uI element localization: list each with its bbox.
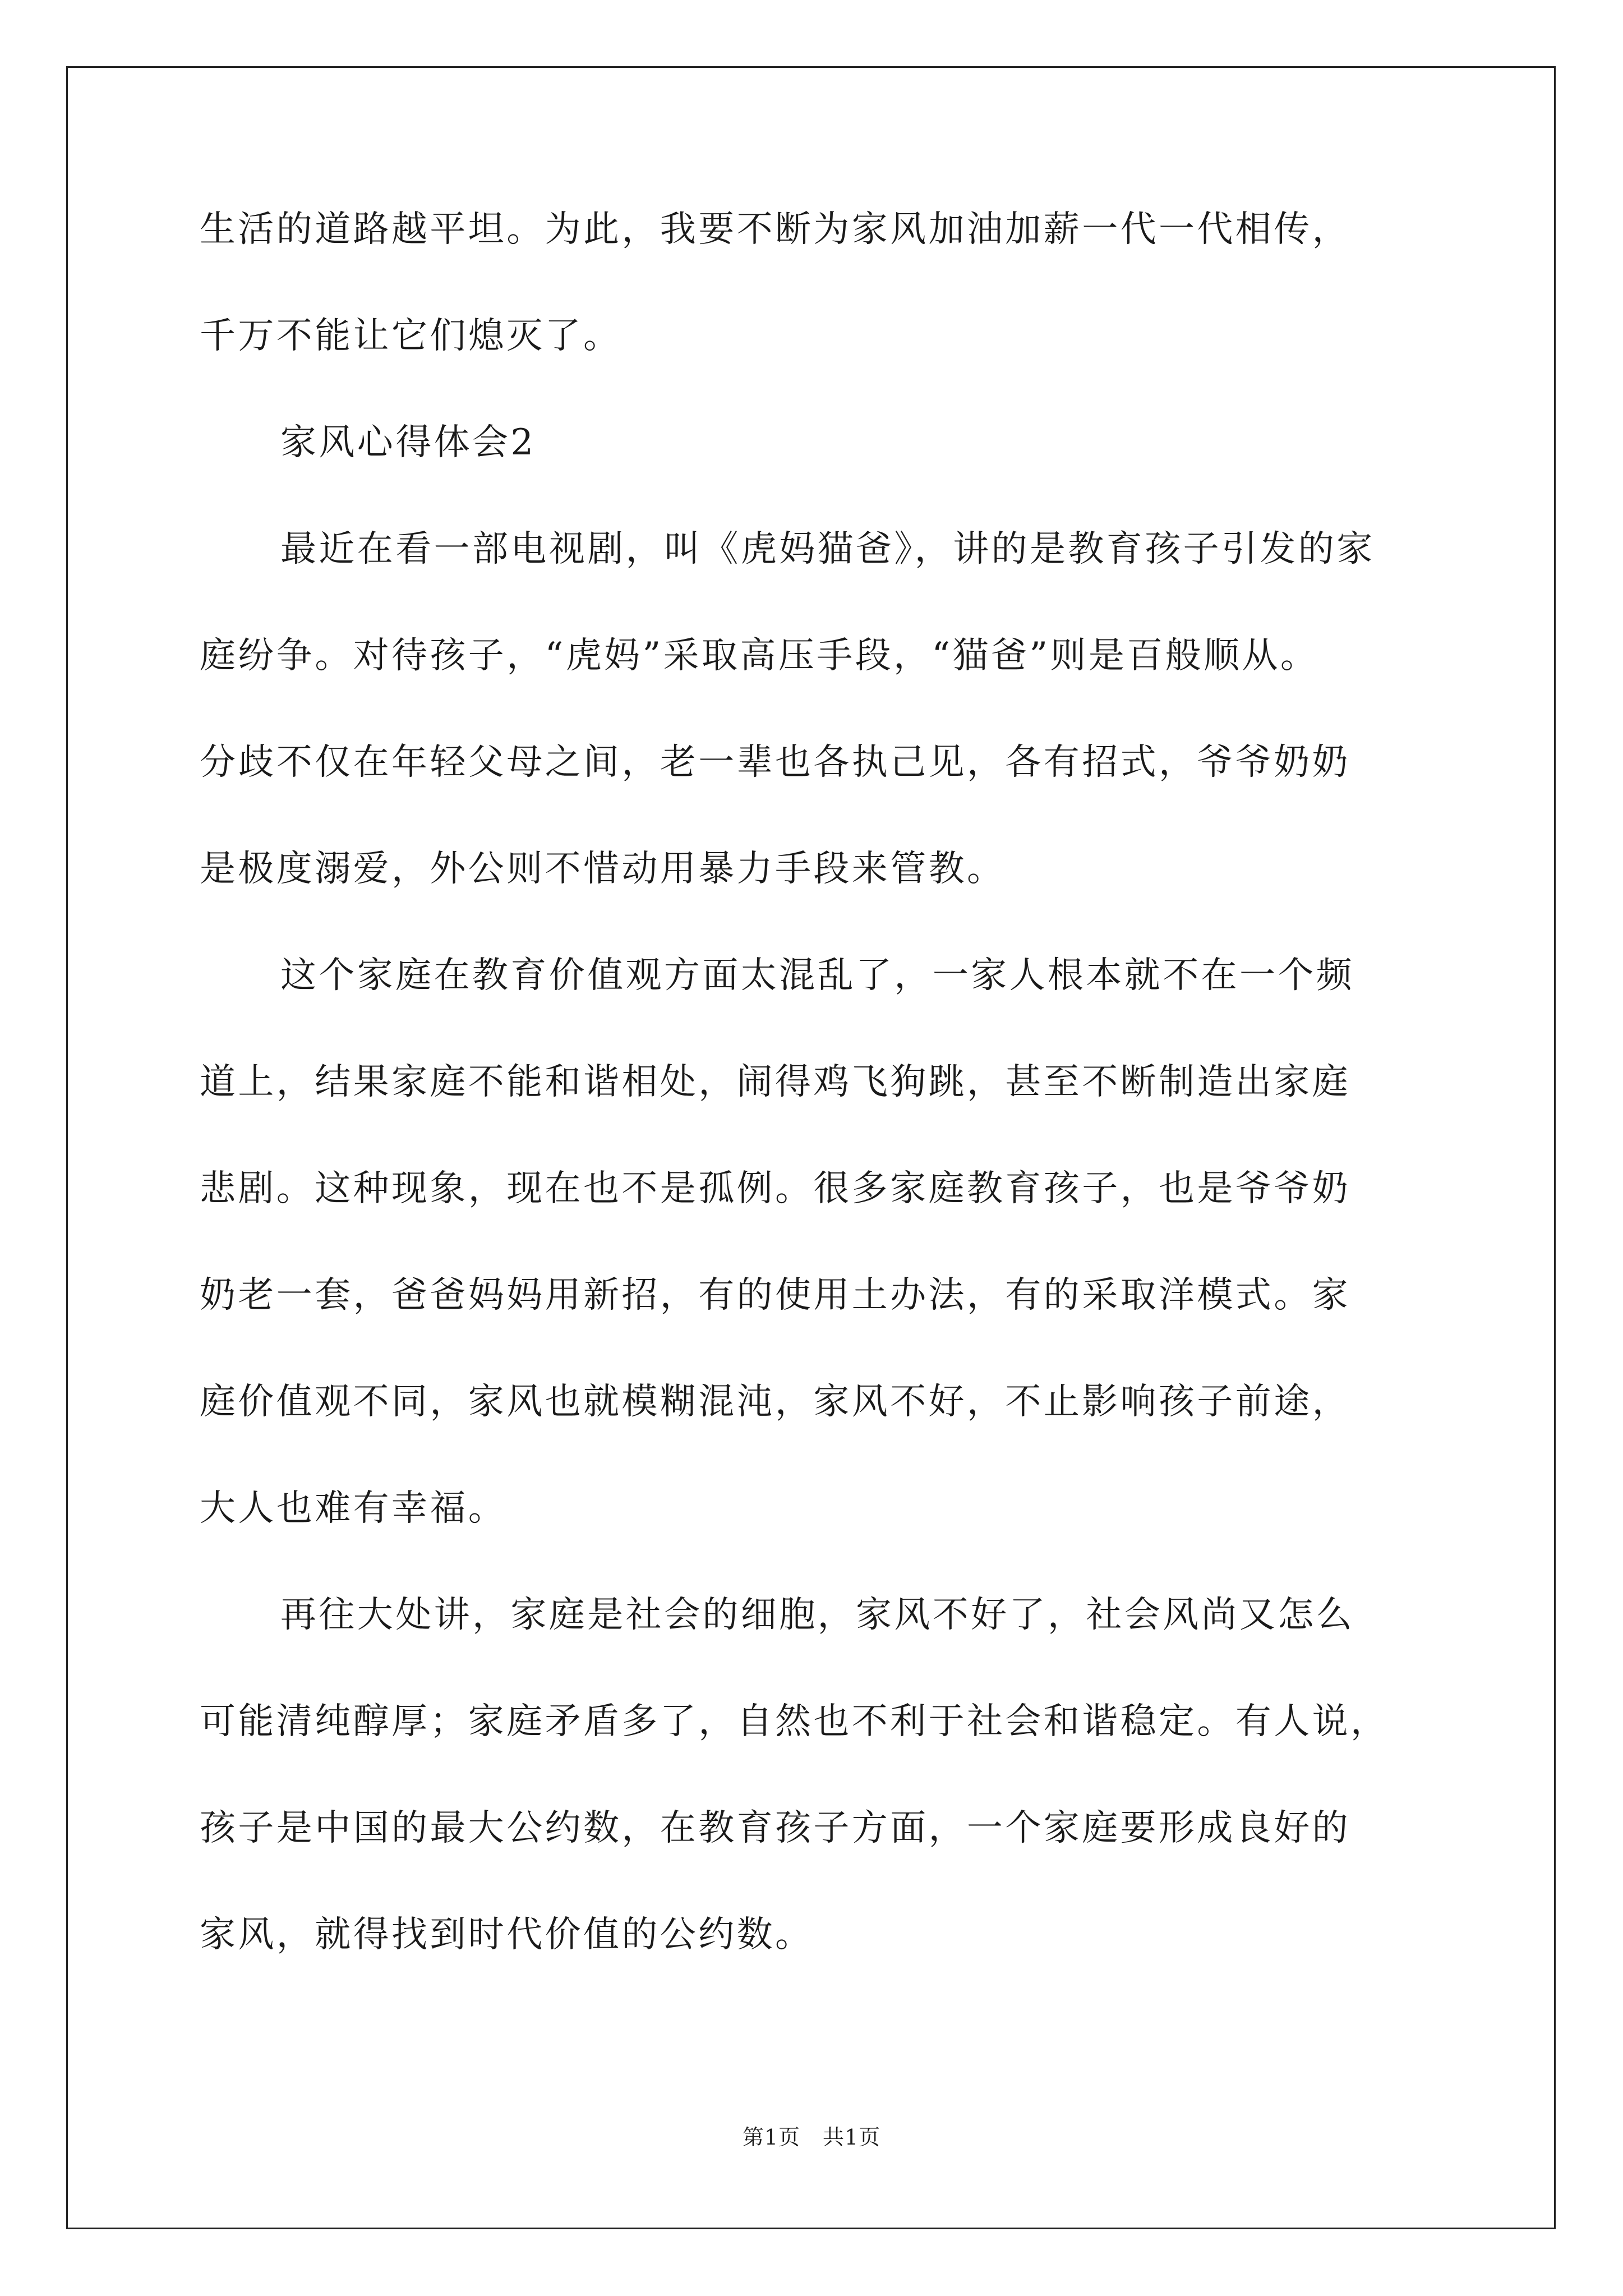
paragraph-line: 大人也难有幸福。 xyxy=(200,1488,507,1529)
page-footer xyxy=(0,2123,1623,2151)
paragraph-line: 庭价值观不同，家风也就模糊混沌，家风不好，不止影响孩子前途， xyxy=(200,1381,1350,1423)
paragraph-line: 是极度溺爱，外公则不惜动用暴力手段来管教。 xyxy=(200,848,1006,890)
paragraph-line: 家风，就得找到时代价值的公约数。 xyxy=(200,1914,814,1955)
page-number: 第1页 xyxy=(742,2125,800,2150)
paragraph-line: 庭纷争。对待孩子，“虎妈”采取高压手段，“猫爸”则是百般顺从。 xyxy=(200,635,1319,677)
page-border xyxy=(66,66,1556,2229)
paragraph-line: 生活的道路越平坦。为此，我要不断为家风加油加薪一代一代相传， xyxy=(200,209,1350,250)
paragraph-line: 分歧不仅在年轻父母之间，老一辈也各执己见，各有招式，爷爷奶奶 xyxy=(200,742,1350,783)
paragraph-line: 再往大处讲，家庭是社会的细胞，家风不好了，社会风尚又怎么 xyxy=(280,1594,1355,1636)
page-count: 共1页 xyxy=(823,2125,881,2150)
paragraph-line: 千万不能让它们熄灭了。 xyxy=(200,315,622,357)
paragraph-line: 奶老一套，爸爸妈妈用新招，有的使用土办法，有的采取洋模式。家 xyxy=(200,1274,1350,1316)
paragraph-line: 道上，结果家庭不能和谐相处，闹得鸡飞狗跳，甚至不断制造出家庭 xyxy=(200,1061,1350,1103)
paragraph-line: 最近在看一部电视剧，叫《虎妈猫爸》，讲的是教育孩子引发的家 xyxy=(280,528,1375,570)
paragraph-line: 可能清纯醇厚；家庭矛盾多了，自然也不利于社会和谐稳定。有人说， xyxy=(200,1701,1389,1742)
paragraph-line: 悲剧。这种现象，现在也不是孤例。很多家庭教育孩子，也是爷爷奶 xyxy=(200,1168,1350,1209)
paragraph-line: 这个家庭在教育价值观方面太混乱了，一家人根本就不在一个频 xyxy=(280,955,1355,996)
paragraph-line: 孩子是中国的最大公约数，在教育孩子方面，一个家庭要形成良好的 xyxy=(200,1807,1350,1849)
section-heading: 家风心得体会2 xyxy=(280,422,536,463)
